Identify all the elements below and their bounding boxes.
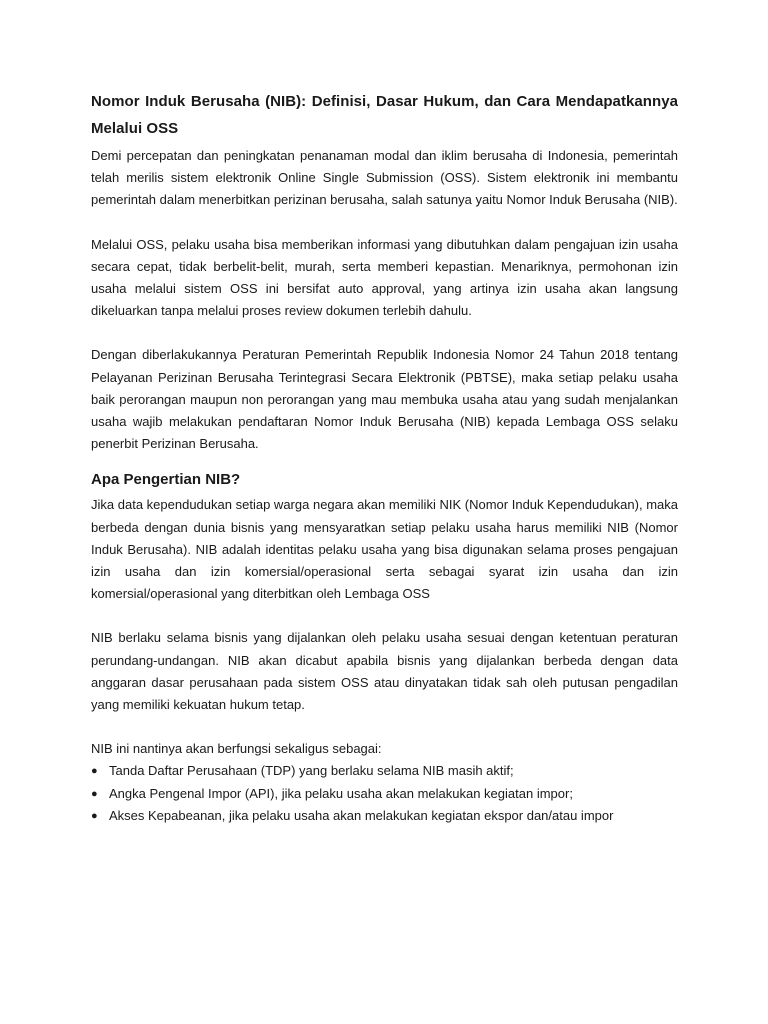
intro-paragraph-2: Melalui OSS, pelaku usaha bisa memberikan informasi yang dibutuhkan dalam pengajuan izin usaha secara cepat, tidak berbelit-belit, murah, serta memberi kepastian. Menariknya, permohonan izin usaha melalui sistem OSS ini bersifat auto approval, yang artinya izin usaha akan langsung dikeluarkan tanpa melalui proses review dokumen terlebih dahulu. [91,236,678,319]
list-item [91,760,678,782]
intro-paragraph-1: Demi percepatan dan peningkatan penanaman modal dan iklim berusaha di Indonesia, pemerintah telah merilis sistem elektronik Online Single Submission (OSS). Sistem elektronik ini membantu pemerintah dalam menerbitkan perizinan berusaha, salah satunya yaitu Nomor Induk Berusaha (NIB). [91,148,678,208]
document-page [91,88,678,827]
bullet-icon: ● [91,765,98,778]
paragraph-spacer [91,212,678,234]
bullet-icon: ● [91,787,98,800]
paragraph-spacer [91,605,678,627]
list-item-text: Tanda Daftar Perusahaan (TDP) yang berlaku selama NIB masih aktif; [109,763,514,779]
paragraph-spacer [91,716,678,738]
section-heading-wrap [91,468,678,492]
section-heading: Apa Pengertian NIB? [91,471,241,489]
list-item [91,805,678,827]
list-item-text: Angka Pengenal Impor (API), jika pelaku usaha akan melakukan kegiatan impor; [109,785,573,801]
list-item [91,783,678,805]
intro-paragraph-3: Dengan diberlakukannya Peraturan Pemerintah Republik Indonesia Nomor 24 Tahun 2018 tentang Pelayanan Perizinan Berusaha Terintegrasi Secara Elektronik (PBTSE), maka setiap pelaku usaha baik perorangan maupun non perorangan yang mau membuka usaha atau yang sudah menjalankan usaha wajib melakukan pendaftaran Nomor Induk Berusaha (NIB) kepada Lembaga OSS selaku penerbit Perizinan Berusaha. [91,347,678,452]
list-item-text: Akses Kepabeanan, jika pelaku usaha akan melakukan kegiatan ekspor dan/atau impor [109,807,614,823]
paragraph-spacer [91,322,678,344]
document-title-line-2: Melalui OSS [91,120,179,137]
list-intro: NIB ini nantinya akan berfungsi sekaligus sebagai: [91,741,382,757]
section-paragraph-2: NIB berlaku selama bisnis yang dijalankan oleh pelaku usaha sesuai dengan ketentuan peraturan perundang-undangan. NIB akan dicabut apabila bisnis yang dijalankan berbeda dengan data anggaran dasar perusahaan pada sistem OSS atau dinyatakan tidak sah oleh putusan pengadilan yang memiliki kekuatan hukum tetap. [91,630,678,713]
section-paragraph-1: Jika data kependudukan setiap warga negara akan memiliki NIK (Nomor Induk Kependudukan), maka berbeda dengan dunia bisnis yang mensyaratkan setiap pelaku usaha harus memiliki NIB (Nomor Induk Berusaha). NIB adalah identitas pelaku usaha yang bisa digunakan selama proses pengajuan izin usaha dan izin komersial/operasional serta sebagai syarat izin usaha dan izin komersial/operasional yang diterbitkan oleh Lembaga OSS [91,497,678,602]
document-title [91,88,678,142]
document-title-line-1: Nomor Induk Berusaha (NIB): Definisi, Dasar Hukum, dan Cara Mendapatkannya [91,93,678,110]
function-list [91,760,678,827]
bullet-icon: ● [91,809,98,822]
